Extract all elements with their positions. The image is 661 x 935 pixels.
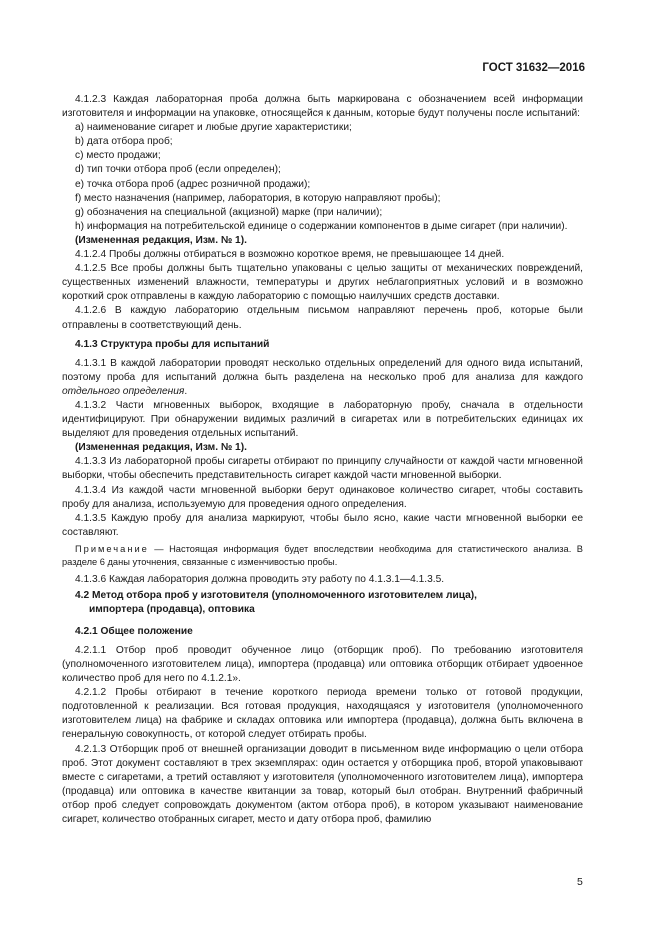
paragraph-4-1-3-4: 4.1.3.4 Из каждой части мгновенной выборки берут одинаковое количество сигарет, чтобы составить пробу для анализа, используемую для проведения одного определения. bbox=[62, 484, 583, 510]
list-item: d) тип точки отбора проб (если определен); bbox=[75, 164, 281, 176]
page-body bbox=[62, 93, 583, 827]
list-item: e) точка отбора проб (адрес розничной продажи); bbox=[75, 178, 311, 190]
paragraph-4-1-2-4: 4.1.2.4 Пробы должны отбираться в возможно короткое время, не превышающее 14 дней. bbox=[75, 249, 505, 261]
paragraph-4-1-3-3: 4.1.3.3 Из лабораторной пробы сигареты отбирают по принципу случайности от каждой части мгновенной выборки, чтобы обеспечить представительность сигарет каждой части мгновенной выборки. bbox=[62, 456, 583, 482]
paragraph-4-2-1-3: 4.2.1.3 Отборщик проб от внешней организации доводит в письменном виде информацию о цели отбора проб. Этот документ составляют в трех экземплярах: один остается у отборщика проб, второй упаковывают вместе с сигаретами, а третий оставляют у изготовителя (уполномоченного изготовителем лица), импортера (продавца) или оптовика в качестве квитанции за товар, который был отобран. Внутренний фабричный отбор проб следует сопровождать документом (актом отбора проб), в котором указывают наименование сигарет, количество отобранных сигарет, место и дату отбора проб, фамилию bbox=[62, 743, 583, 825]
italic-term: отдельного определения bbox=[62, 385, 185, 397]
note-label: Примечание bbox=[75, 543, 149, 554]
list-item: f) место назначения (например, лаборатория, в которую направляют пробы); bbox=[75, 192, 441, 204]
heading-line-2: импортера (продавца), оптовика bbox=[89, 603, 255, 615]
document-id: ГОСТ 31632—2016 bbox=[482, 62, 585, 74]
paragraph-4-1-3-6: 4.1.3.6 Каждая лаборатория должна проводить эту работу по 4.1.3.1—4.1.3.5. bbox=[75, 573, 445, 585]
note bbox=[62, 543, 583, 569]
heading-line-1: 4.2 Метод отбора проб у изготовителя (уполномоченного изготовителем лица), bbox=[75, 589, 478, 601]
list-item: c) место продажи; bbox=[75, 150, 161, 162]
amendment-note: (Измененная редакция, Изм. № 1). bbox=[75, 442, 247, 454]
section-heading-4-2-1: 4.2.1 Общее положение bbox=[75, 625, 193, 637]
note-text: — Настоящая информация будет впоследствии необходима для статистического анализа. В разделе 6 даны уточнения, связанные с изменчивостью пробы. bbox=[62, 543, 583, 567]
paragraph-text: 4.1.3.1 В каждой лаборатории проводят несколько отдельных определений для одного вида испытаний, поэтому проба для испытаний должна быть разделена на несколько проб для анализа для каждого bbox=[62, 357, 583, 383]
paragraph-4-1-2-5: 4.1.2.5 Все пробы должны быть тщательно упакованы с целью защиты от механических повреждений, существенных изменений влажности, температуры и других неблагоприятных условий и в возможно короткий срок отправлены в каждую лабораторию с помощью наилучших средств доставки. bbox=[62, 263, 583, 303]
section-heading-4-1-3: 4.1.3 Структура пробы для испытаний bbox=[75, 338, 270, 350]
amendment-note: (Измененная редакция, Изм. № 1). bbox=[75, 234, 247, 246]
paragraph-4-1-2-6: 4.1.2.6 В каждую лабораторию отдельным письмом направляют перечень проб, которые были отправлены в соответствующий день. bbox=[62, 305, 583, 331]
paragraph-4-1-3-5: 4.1.3.5 Каждую пробу для анализа маркируют, чтобы было ясно, какие части мгновенной выборки ее составляют. bbox=[62, 512, 583, 538]
section-heading-4-2 bbox=[62, 589, 583, 617]
paragraph-4-1-3-1 bbox=[62, 357, 583, 399]
list-item: b) дата отбора проб; bbox=[75, 136, 173, 148]
paragraph-4-2-1-2: 4.2.1.2 Пробы отбирают в течение короткого периода времени только от готовой продукции, подготовленной к реализации. Вся готовая продукция, находящаяся у изготовителя (уполномоченного изготовителем лица) на фабрике и складах оптовика или импортера (продавца), должна быть включена в генеральную совокупность, от которой следует отбирать пробы. bbox=[62, 687, 583, 741]
page-number: 5 bbox=[577, 876, 583, 888]
list-item: g) обозначения на специальной (акцизной) марке (при наличии); bbox=[75, 206, 383, 218]
paragraph-4-2-1-1: 4.2.1.1 Отбор проб проводит обученное лицо (отборщик проб). По требованию изготовителя (уполномоченного изготовителем лица), импортера (продавца) или оптовика отборщик отбирает удвоенное количество проб для него по 4.1.2.1». bbox=[62, 644, 583, 685]
paragraph-text-end: . bbox=[184, 385, 188, 397]
paragraph-4-1-3-2: 4.1.3.2 Части мгновенных выборок, входящие в лабораторную пробу, сначала в отдельности идентифицируют. При обнаружении видимых различий в сигаретах или в потребительских единицах их выделяют для проведения отдельных испытаний. bbox=[62, 399, 583, 440]
paragraph-4-1-2-3: 4.1.2.3 Каждая лабораторная проба должна быть маркирована с обозначением всей информации изготовителя и информации на упаковке, относящейся к данным, которые будут получены после испытаний: bbox=[62, 94, 583, 120]
list-item: a) наименование сигарет и любые другие характеристики; bbox=[75, 122, 352, 134]
list-item: h) информация на потребительской единице о содержании компонентов в дыме сигарет (при наличии). bbox=[75, 220, 568, 232]
